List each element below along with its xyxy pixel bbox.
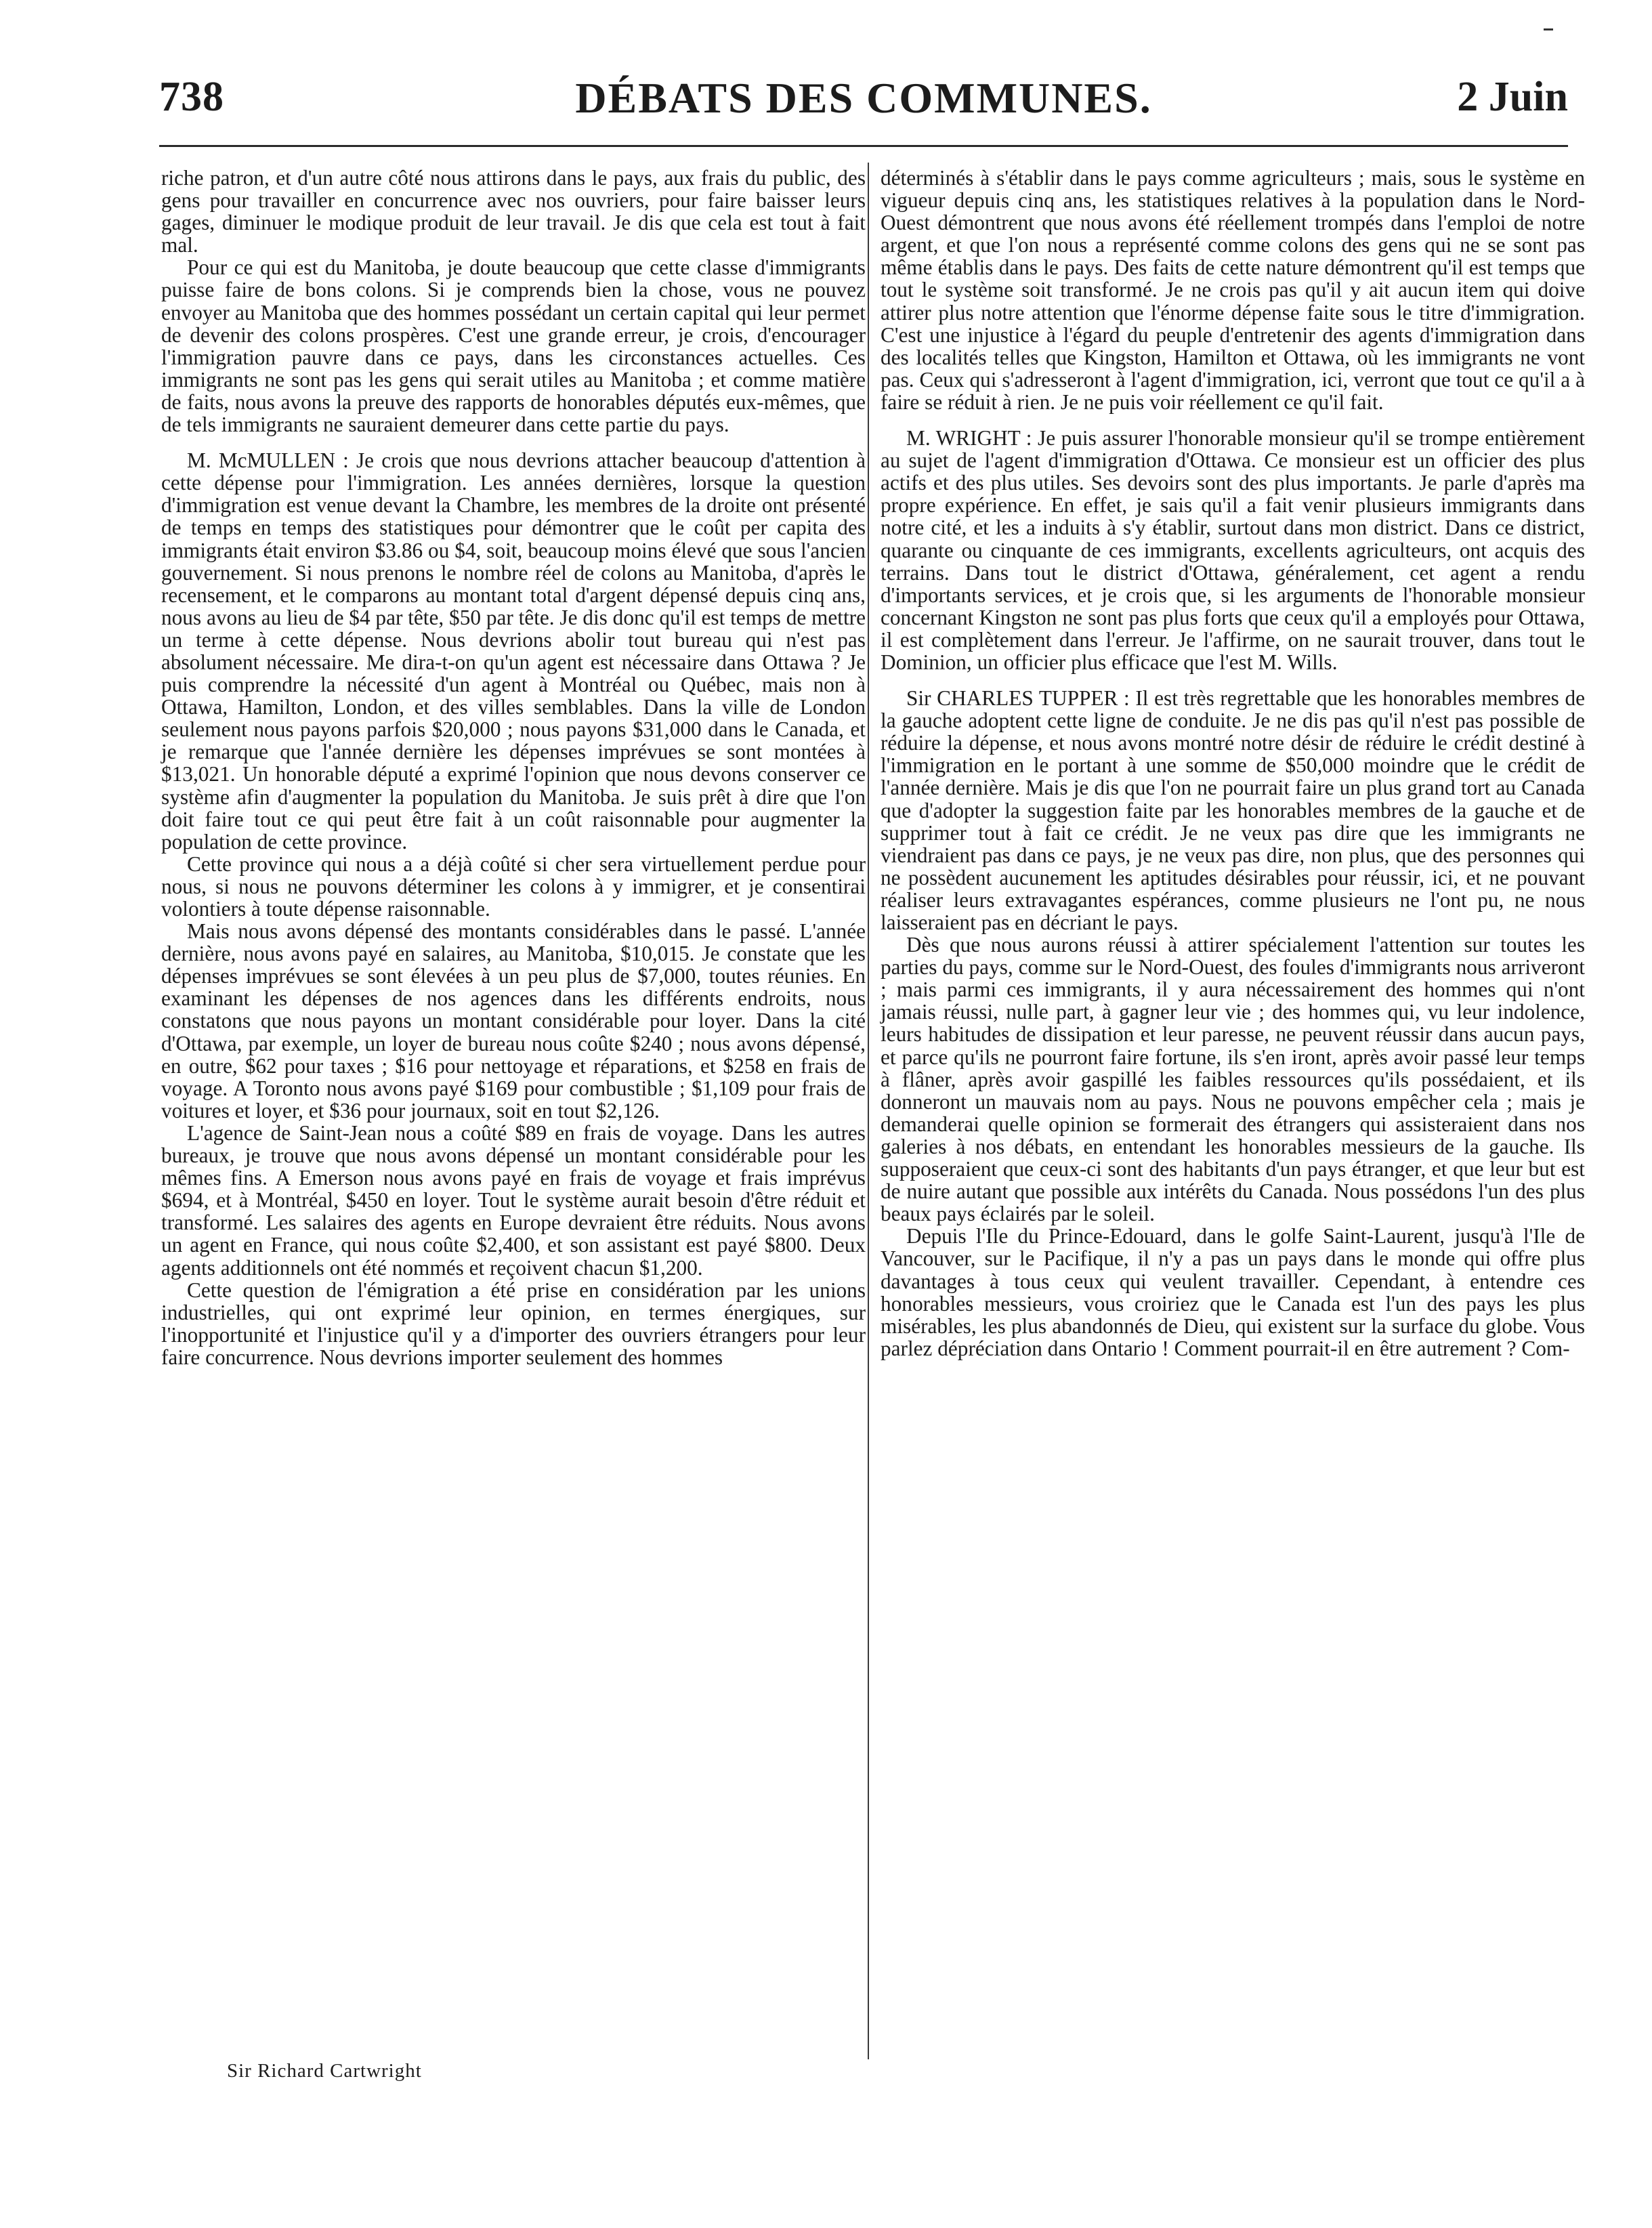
paragraph: Depuis l'Ile du Prince-Edouard, dans le golfe Saint-Laurent, jusqu'à l'Ile de Vancouver, sur le Pacifique, il n'y a pas un pays dans le monde qui offre plus davantages à tous ceux qui veulent travailler. Cependant, à entendre ces honorables messieurs, vous croiriez que le Canada est l'un des pays les plus misérables, les plus abandonnés de Dieu, qui existent sur la surface du globe. Vous parlez dépréciation dans Ontario ! Comment pourrait-il en être autrement ? Com- [881,1224,1585,1360]
paragraph: Cette question de l'émigration a été prise en considération par les unions industrielles, qui ont exprimé leur opinion, en termes énergiques, sur l'inopportunité et l'injustice qu'il y a d'importer des ouvriers étrangers pour leur faire concurrence. Nous devrions importer seulement des hommes [161,1278,866,1369]
paragraph: riche patron, et d'un autre côté nous attirons dans le pays, aux frais du public, des gens pour travailler en concurrence avec nos ouvriers, pour faire baisser leurs gages, diminuer le modique produit de leur travail. Je dis que cela est tout à fait mal. [161,166,866,257]
paragraph: Mais nous avons dépensé des montants considérables dans le passé. L'année dernière, nous avons payé en salaires, au Manitoba, $10,015. Je constate que les dépenses imprévues se sont élevées à un peu plus de $7,000, toutes réunies. En examinant les dépenses de nos agences dans les différents endroits, nous constatons que nous payons un montant considérable pour loyer. Dans la cité d'Ottawa, par exemple, un loyer de bureau nous coûte $240 ; nous avons dépensé, en outre, $62 pour taxes ; $16 pour nettoyage et réparations, et $258 en frais de voyage. A Toronto nous avons payé $169 pour combustible ; $1,109 pour frais de voitures et loyer, et $36 pour journaux, soit en tout $2,126. [161,919,866,1122]
paragraph: Dès que nous aurons réussi à attirer spécialement l'attention sur toutes les parties du pays, comme sur le Nord-Ouest, des foules d'immigrants nous arriveront ; mais parmi ces immigrants, il y aura nécessairement des hommes qui n'ont jamais réussi, nulle part, à gagner leur vie ; des hommes qui, vu leur indolence, leurs habitudes de dissipation et leur paresse, ne peuvent réussir dans aucun pays, et parce qu'ils ne pourront faire fortune, ils s'en iront, après avoir passé leur temps à flâner, après avoir gaspillé les faibles ressources qu'ils possédaient, et ils donneront un mauvais nom au pays. Nous ne pouvons empêcher cela ; mais je demanderai quelle opinion se formerait des étrangers qui assisteraient dans nos galeries à nos débats, en entendant les honorables messieurs de la gauche. Ils supposeraient que ceux-ci sont des habitants d'un pays étranger, et que leur but est de nuire autant que possible aux intérêts du Canada. Nous possédons l'un des plus beaux pays éclairés par le soleil. [881,933,1585,1226]
paragraph-speaker-tupper: Sir CHARLES TUPPER : Il est très regrettable que les honorables membres de la gauche adoptent cette ligne de conduite. Je ne dis pas qu'il n'est pas possible de réduire la dépense, et nous avons montré notre désir de réduire le crédit destiné à l'immigration en le portant à une somme de $50,000 moindre que le crédit de l'année dernière. Mais je dis que l'on ne pourrait faire un plus grand tort au Canada que d'adopter la suggestion faite par les honorables membres de la gauche et de supprimer tout à fait ce crédit. Je ne veux pas dire que les immigrants ne viendraient pas dans ce pays, je ne veux pas dire, non plus, que des personnes qui ne possèdent aucunement les aptitudes désirables pour réussir, ici, et ne pouvant réaliser leurs extravagantes espérances, comme plusieurs ne l'ont pu, ne nous laisseraient pas en décriant le pays. [881,686,1585,934]
page-title: DÉBATS DES COMMUNES. [575,74,1152,122]
corner-mark [1544,28,1553,30]
paragraph: déterminés à s'établir dans le pays comme agriculteurs ; mais, sous le système en vigueur depuis cinq ans, les statistiques relatives à la population dans le Nord-Ouest démontrent que nous avons été réellement trompés dans l'emploi de notre argent, et que l'on nous a représenté comme colons des gens qui ne se sont pas même établis dans le pays. Des faits de cette nature démontrent qu'il est temps que tout le système soit transformé. Je ne crois pas qu'il y ait aucun item qui doive attirer plus notre attention que l'énorme dépense faite sous le titre d'immigration. C'est une injustice à l'égard du peuple d'entretenir des agents d'immigration dans des localités telles que Kingston, Hamilton et Ottawa, où les immigrants ne vont pas. Ceux qui s'adresseront à l'agent d'immigration, ici, verront que tout ce qu'il a à faire se réduit à rien. Je ne puis voir réellement ce qu'il fait. [881,166,1585,414]
page-date: 2 Juin [1457,74,1568,120]
page-header [159,73,1568,134]
left-column [161,167,866,1368]
running-footer: Sir Richard Cartwright [227,2060,422,2082]
paragraph: Pour ce qui est du Manitoba, je doute beaucoup que cette classe d'immigrants puisse faire de bons colons. Si je comprends bien la chose, vous ne pouvez envoyer au Manitoba que des hommes possédant un certain capital qui leur permet de devenir des colons prospères. C'est une grande erreur, je crois, d'encourager l'immigration pauvre dans ce pays, dans les circonstances actuelles. Ces immigrants ne sont pas les gens qui serait utiles au Manitoba ; et comme matière de faits, nous avons la preuve des rapports de honorables députés eux-mêmes, que de tels immigrants ne sauraient demeurer dans cette partie du pays. [161,255,866,437]
paragraph: Cette province qui nous a a déjà coûté si cher sera virtuellement perdue pour nous, si nous ne pouvons déterminer les colons à y immigrer, et je consentirai volontiers à toute dépense raisonnable. [161,852,866,921]
column-divider [868,163,869,2059]
right-column [881,167,1585,1360]
paragraph-speaker-wright: M. WRIGHT : Je puis assurer l'honorable monsieur qu'il se trompe entièrement au sujet de l'agent d'immigration d'Ottawa. Ce monsieur est un officier des plus actifs et des plus utiles. Ses devoirs sont des plus importants. Je parle d'après ma propre expérience. En effet, je sais qu'il a fait venir plusieurs immigrants dans notre cité, et les a induits à s'y établir, surtout dans mon district. Dans ce district, quarante ou cinquante de ces immigrants, excellents agriculteurs, ont acquis des terrains. Dans tout le district d'Ottawa, généralement, cet agent a rendu d'importants services, et je crois que, si les arguments de l'honorable monsieur concernant Kingston ne sont pas plus forts que ceux qu'il a employés pour Ottawa, il est complètement dans l'erreur. Je l'affirme, on ne saurait trouver, dans tout le Dominion, un officier plus efficace que l'est M. Wills. [881,426,1585,674]
page-number: 738 [159,74,224,120]
paragraph: L'agence de Saint-Jean nous a coûté $89 en frais de voyage. Dans les autres bureaux, je trouve que nous avons dépensé un montant considérable pour les mêmes fins. A Emerson nous avons payé en frais de voyage et frais imprévus $694, et à Montréal, $450 en loyer. Tout le système aurait besoin d'être réduit et transformé. Les salaires des agents en Europe devraient être réduits. Nous avons un agent en France, qui nous coûte $2,400, et son assistant est payé $800. Deux agents additionnels ont été nommés et reçoivent chacun $1,200. [161,1120,866,1280]
header-rule [159,145,1568,147]
paragraph-speaker-mcmullen: M. McMULLEN : Je crois que nous devrions attacher beaucoup d'attention à cette dépense pour l'immigration. Les années dernières, lorsque la question d'immigration est venue devant la Chambre, les membres de la droite ont présenté de temps en temps des statistiques pour démontrer que le coût per capita des immigrants était environ $3.86 ou $4, soit, beaucoup moins élevé que sous l'ancien gouvernement. Si nous prenons le nombre réel de colons au Manitoba, d'après le recensement, et le comparons au montant total d'argent dépensé depuis cinq ans, nous avons au lieu de $4 par tête, $50 par tête. Je dis donc qu'il est temps de mettre un terme à cette dépense. Nous devrions abolir tout bureau qui n'est pas absolument nécessaire. Me dira-t-on qu'un agent est nécessaire dans Ottawa ? Je puis comprendre la nécessité d'un agent à Montréal ou Québec, mais non à Ottawa, Hamilton, London, et des villes semblables. Dans la ville de London seulement nous payons parfois $20,000 ; nous payons $31,000 dans le Canada, et je remarque que l'année dernière les dépenses imprévues se sont montées à $13,021. Un honorable député a exprimé l'opinion que nous devons conserver ce système afin d'augmenter la population du Manitoba. Je suis prêt à dire que l'on doit faire tout ce qui peut être fait à un coût raisonnable pour augmenter la population de cette province. [161,448,866,854]
